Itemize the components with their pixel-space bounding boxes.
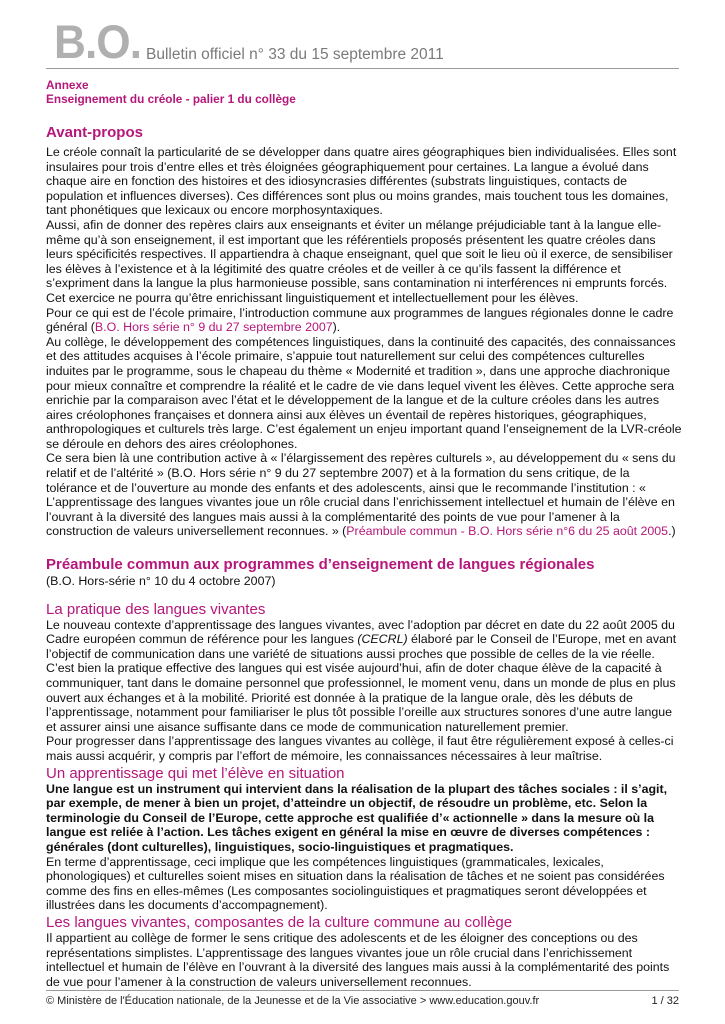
- paragraph-text: .): [668, 524, 676, 539]
- paragraph-bold: Une langue est un instrument qui intervient dans la réalisation de la plupart des tâches sociales : il s’agit, par exemple, de mener à bien un projet, d’atteindre un objectif, de résoudre un problème, etc. Selon la terminologie du Conseil de l’Europe, cette approche est qualifiée d’« actionnelle » dans la mesure où la langue est reliée à l’action. Les tâches exigent en général la mise en œuvre de diverses compétences : générales (dont culturelles), linguistiques, socio-linguistiques et pragmatiques.: [46, 781, 668, 854]
- paragraph-text: Pour ce qui est de l’école primaire, l’introduction commune aux programmes de langues régionales donne le cadre général (: [46, 305, 674, 335]
- header-divider: [46, 68, 679, 69]
- reference: (B.O. Hors-série n° 10 du 4 octobre 2007): [46, 574, 276, 589]
- cecrl-term: (CECRL): [357, 632, 408, 647]
- paragraph: Le créole connaît la particularité de se développer dans quatre aires géographiques bien individualisées. Elles sont insulaires pour trois d’entre elles et très éloignées géographiquement pour certaines. La langue a évolué dans chaque aire en fonction des histoires et des idiosyncrasies différentes (substrats linguistiques, contacts de population et influences diverses). Ces différences sont plus ou moins grandes, mais touchent tous les domaines, tant phonétiques que lexicaux ou encore morphosyntaxiques.: [46, 145, 677, 218]
- preambule-link[interactable]: Préambule commun - B.O. Hors série n°6 du 25 août 2005: [346, 524, 669, 539]
- bo-link[interactable]: B.O. Hors série n° 9 du 27 septembre 2007: [94, 320, 333, 335]
- paragraph-text: ).: [332, 320, 341, 335]
- footer-copyright: © Ministère de l'Éducation nationale, de la Jeunesse et de la Vie associative > www.education.gouv.fr: [46, 995, 540, 1007]
- paragraph-text: élaboré par le Conseil de l’Europe, met en avant l’objectif de communication dans une variété de situations aussi proches que possible de celles de la vie réelle. C’est bien la pratique effective des langues qui est visée aujourd’hui, afin de doter chaque élève de la capacité à communiquer, tant dans le domaine personnel que professionnel, le moment venu, dans un monde de plus en plus ouvert aux échanges et à la mobilité. Priorité est donnée à la pratique de la langue orale, dès les débuts de l’apprentissage, notamment pour familiariser le plus tôt possible l’oreille aux structures sonores d’une autre langue et assurer ainsi une aisance suffisante dans ce mode de communication naturellement premier.: [46, 632, 677, 734]
- paragraph: [46, 306, 682, 335]
- page-number: 1 / 32: [651, 995, 679, 1007]
- document-body: [46, 78, 682, 989]
- section-title-apprentissage: Un apprentissage qui met l’élève en situation: [46, 764, 345, 782]
- footer-divider: [46, 990, 679, 991]
- paragraph: [46, 451, 682, 539]
- section-title-avant-propos: Avant-propos: [46, 124, 143, 141]
- section-title-pratique: La pratique des langues vivantes: [46, 600, 266, 618]
- paragraph-text: Ce sera bien là une contribution active à « l’élargissement des repères culturels », au développement du « sens du relatif et de l’altérité » (B.O. Hors série n° 9 du 27 septembre 2007) et à la formation du sens critique, de la tolérance et de l’ouverture au monde des enfants et des adolescents, ainsi que le recommande l’institution : « L’apprentissage des langues vivantes joue un rôle crucial dans l’enrichissement intellectuel et humain de l’élève en l’ouvrant à la diversité des langues mais aussi à la complémentarité des points de vue pour l’amener à la construction de valeurs universellement reconnues. » (: [46, 451, 676, 539]
- annexe-label: Annexe: [46, 78, 89, 92]
- paragraph: Il appartient au collège de former le sens critique des adolescents et de les éloigner des conceptions ou des représentations simplistes. L’apprentissage des langues vivantes joue un rôle crucial dans l’enrichissement intellectuel et humain de l’élève en l’ouvrant à la diversité des langues mais aussi à la complémentarité des points de vue pour l’amener à la construction de valeurs universellement reconnues.: [46, 930, 670, 989]
- section-title-preambule: Préambule commun aux programmes d’enseignement de langues régionales: [46, 556, 595, 574]
- annexe-subtitle: Enseignement du créole - palier 1 du collège: [46, 92, 296, 106]
- paragraph: Cet exercice ne pourra qu’être enrichissant linguistiquement et intellectuellement pour les élèves.: [46, 290, 579, 305]
- bulletin-title: Bulletin officiel n° 33 du 15 septembre 2011: [146, 46, 444, 63]
- paragraph: En terme d’apprentissage, ceci implique que les compétences linguistiques (grammaticales, lexicales, phonologiques) et culturelles soient mises en situation dans la réalisation de tâches et ne soient pas considérées comme des fins en elles-mêmes (Les composantes sociolinguistiques et pragmatiques seront développées et illustrées dans les documents d’accompagnement).: [46, 854, 665, 913]
- paragraph-text: Le nouveau contexte d’apprentissage des langues vivantes, avec l’adoption par décret en date du 22 août 2005 du Cadre européen commun de référence pour les langues: [46, 617, 675, 647]
- paragraph: Pour progresser dans l’apprentissage des langues vivantes au collège, il faut être régulièrement exposé à celles-ci mais aussi acquérir, y compris par l’effort de mémoire, les connaissances nécessaires à leur maîtrise.: [46, 734, 674, 763]
- paragraph: Au collège, le développement des compétences linguistiques, dans la continuité des capacités, des connaissances et des attitudes acquises à l’école primaire, s’appuie tout naturellement sur celui des compétences culturelles induites par le programme, sous le chapeau du thème « Modernité et tradition », dans une approche diachronique pour mieux connaître et comprendre la réalité et le cadre de vie dans lequel vivent les élèves. Cette approche sera enrichie par la comparaison avec l’état et le développement de la langue et de la culture créoles dans les autres aires créolophones françaises et donnera ainsi aux élèves un éventail de repères historiques, géographiques, anthropologiques et culturels très large. C’est également un enjeu important quand l’enseignement de la LVR-créole se déroule en dehors des aires créolophones.: [46, 334, 682, 451]
- paragraph: [46, 618, 682, 735]
- page-header: [0, 0, 725, 76]
- paragraph: Aussi, afin de donner des repères clairs aux enseignants et éviter un mélange préjudiciable tant à la langue elle-même qu’à son enseignement, il est important que les référentiels proposés présentent les quatre créoles dans leurs spécificités respectives. Il appartiendra à chaque enseignant, quel que soit le lieu où il exerce, de sensibiliser les élèves à l’existence et à la légitimité des quatre créoles et de veiller à ce qu’ils fassent la différence et s’expriment dans la langue la plus harmonieuse possible, sans contamination ni interférences ni emprunts forcés.: [46, 217, 673, 291]
- bo-logo: B.O.: [54, 15, 142, 68]
- section-title-langues-vivantes: Les langues vivantes, composantes de la culture commune au collège: [46, 913, 513, 931]
